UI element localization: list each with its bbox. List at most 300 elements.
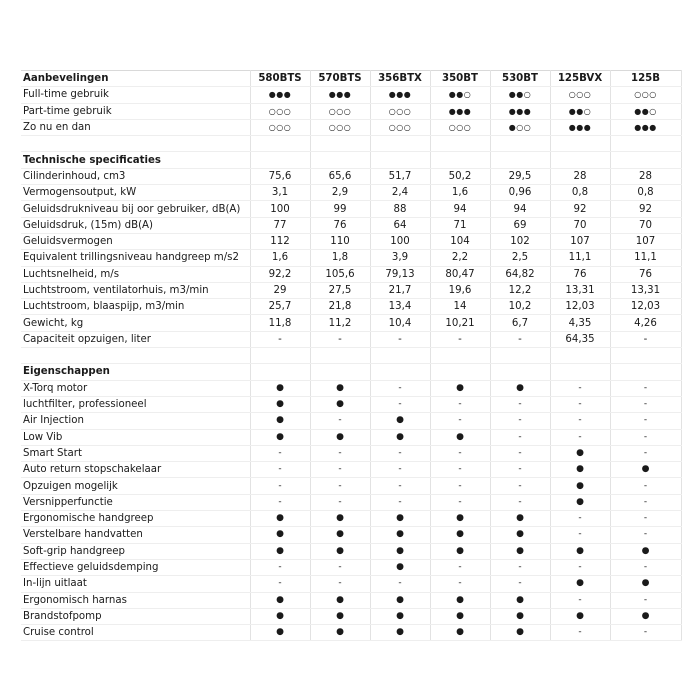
- value-cell: -: [550, 429, 610, 445]
- value-cell: ●●●: [550, 119, 610, 135]
- value-cell: 0,96: [490, 185, 550, 201]
- empty-cell: [310, 364, 370, 380]
- model-header: 530BT: [490, 71, 550, 87]
- value-cell: ●: [370, 429, 430, 445]
- empty-cell: [310, 136, 370, 152]
- empty-cell: [550, 364, 610, 380]
- model-header: 125BVX: [550, 71, 610, 87]
- value-cell: 69: [490, 217, 550, 233]
- empty-cell: [370, 136, 430, 152]
- value-cell: 51,7: [370, 168, 430, 184]
- value-cell: ●○○: [490, 119, 550, 135]
- value-cell: -: [370, 396, 430, 412]
- value-cell: ●: [370, 543, 430, 559]
- value-cell: -: [550, 396, 610, 412]
- value-cell: 4,35: [550, 315, 610, 331]
- value-cell: ●: [550, 576, 610, 592]
- value-cell: -: [550, 413, 610, 429]
- value-cell: ●: [250, 511, 310, 527]
- value-cell: -: [370, 462, 430, 478]
- row-label: Air Injection: [21, 413, 250, 429]
- feature-row: [21, 559, 681, 575]
- value-cell: 29,5: [490, 168, 550, 184]
- row-label: X-Torq motor: [21, 380, 250, 396]
- value-cell: 104: [430, 233, 490, 249]
- value-cell: ●●○: [430, 87, 490, 103]
- value-cell: 1,6: [250, 250, 310, 266]
- spec-row: [21, 266, 681, 282]
- empty-cell: [250, 364, 310, 380]
- value-cell: 107: [550, 233, 610, 249]
- value-cell: -: [430, 396, 490, 412]
- value-cell: ●: [310, 592, 370, 608]
- value-cell: -: [550, 625, 610, 641]
- empty-cell: [250, 136, 310, 152]
- value-cell: -: [310, 478, 370, 494]
- value-cell: -: [550, 511, 610, 527]
- feature-row: [21, 445, 681, 461]
- value-cell: 19,6: [430, 282, 490, 298]
- value-cell: 70: [550, 217, 610, 233]
- value-cell: ●: [250, 543, 310, 559]
- spec-row: [21, 185, 681, 201]
- row-label: In-lijn uitlaat: [21, 576, 250, 592]
- value-cell: 100: [250, 201, 310, 217]
- value-cell: ●: [550, 543, 610, 559]
- empty-cell: [430, 364, 490, 380]
- value-cell: 10,4: [370, 315, 430, 331]
- value-cell: -: [610, 478, 681, 494]
- value-cell: ●: [610, 608, 681, 624]
- row-label: Geluidsdrukniveau bij oor gebruiker, dB(A): [21, 201, 250, 217]
- value-cell: -: [490, 494, 550, 510]
- empty-cell: [430, 136, 490, 152]
- feature-row: [21, 576, 681, 592]
- model-header: 580BTS: [250, 71, 310, 87]
- value-cell: 64,35: [550, 331, 610, 347]
- empty-cell: [370, 152, 430, 168]
- value-cell: 3,9: [370, 250, 430, 266]
- value-cell: 112: [250, 233, 310, 249]
- row-label: Ergonomisch harnas: [21, 592, 250, 608]
- row-label: Geluidsvermogen: [21, 233, 250, 249]
- value-cell: -: [310, 559, 370, 575]
- recommendation-row: [21, 103, 681, 119]
- value-cell: -: [250, 331, 310, 347]
- value-cell: 10,2: [490, 299, 550, 315]
- empty-cell: [430, 348, 490, 364]
- value-cell: 92: [610, 201, 681, 217]
- spec-row: [21, 315, 681, 331]
- row-label: Smart Start: [21, 445, 250, 461]
- empty-cell: [250, 348, 310, 364]
- value-cell: -: [430, 576, 490, 592]
- value-cell: 2,2: [430, 250, 490, 266]
- value-cell: -: [490, 445, 550, 461]
- value-cell: -: [550, 559, 610, 575]
- value-cell: 3,1: [250, 185, 310, 201]
- empty-cell: [610, 136, 681, 152]
- row-label: Cruise control: [21, 625, 250, 641]
- value-cell: ●: [550, 608, 610, 624]
- row-label: Verstelbare handvatten: [21, 527, 250, 543]
- row-label: Brandstofpomp: [21, 608, 250, 624]
- row-label: Luchtsnelheid, m/s: [21, 266, 250, 282]
- value-cell: ●: [490, 511, 550, 527]
- value-cell: -: [310, 445, 370, 461]
- row-label: Equivalent trillingsniveau handgreep m/s2: [21, 250, 250, 266]
- value-cell: 2,4: [370, 185, 430, 201]
- value-cell: ●: [250, 396, 310, 412]
- value-cell: 65,6: [310, 168, 370, 184]
- value-cell: ○○○: [310, 119, 370, 135]
- spacer-row: [21, 136, 681, 152]
- value-cell: ●: [310, 608, 370, 624]
- value-cell: ●: [490, 592, 550, 608]
- value-cell: ○○○: [430, 119, 490, 135]
- value-cell: 0,8: [610, 185, 681, 201]
- value-cell: 27,5: [310, 282, 370, 298]
- spec-row: [21, 282, 681, 298]
- value-cell: 21,8: [310, 299, 370, 315]
- value-cell: -: [490, 559, 550, 575]
- value-cell: 88: [370, 201, 430, 217]
- value-cell: -: [430, 445, 490, 461]
- value-cell: ●: [490, 380, 550, 396]
- value-cell: ○○○: [610, 87, 681, 103]
- value-cell: ○○○: [310, 103, 370, 119]
- value-cell: -: [370, 380, 430, 396]
- value-cell: -: [490, 478, 550, 494]
- empty-cell: [550, 136, 610, 152]
- value-cell: ●: [430, 608, 490, 624]
- value-cell: -: [430, 413, 490, 429]
- value-cell: 71: [430, 217, 490, 233]
- empty-cell: [21, 348, 250, 364]
- value-cell: ●: [370, 592, 430, 608]
- value-cell: ○○○: [550, 87, 610, 103]
- row-label: Part-time gebruik: [21, 103, 250, 119]
- value-cell: 28: [550, 168, 610, 184]
- spec-row: [21, 217, 681, 233]
- row-label: Versnipperfunctie: [21, 494, 250, 510]
- value-cell: -: [250, 462, 310, 478]
- value-cell: 2,9: [310, 185, 370, 201]
- value-cell: 76: [610, 266, 681, 282]
- value-cell: -: [610, 429, 681, 445]
- model-header: 350BT: [430, 71, 490, 87]
- value-cell: ●: [370, 608, 430, 624]
- value-cell: ○○○: [250, 119, 310, 135]
- value-cell: 107: [610, 233, 681, 249]
- value-cell: ●●●: [610, 119, 681, 135]
- value-cell: -: [370, 494, 430, 510]
- value-cell: -: [610, 592, 681, 608]
- value-cell: -: [430, 559, 490, 575]
- value-cell: 29: [250, 282, 310, 298]
- section-header-row: [21, 152, 681, 168]
- value-cell: 0,8: [550, 185, 610, 201]
- value-cell: -: [490, 396, 550, 412]
- empty-cell: [430, 152, 490, 168]
- feature-row: [21, 625, 681, 641]
- row-label: Gewicht, kg: [21, 315, 250, 331]
- value-cell: -: [610, 511, 681, 527]
- value-cell: ●●○: [550, 103, 610, 119]
- row-label: Full-time gebruik: [21, 87, 250, 103]
- row-label: Vermogensoutput, kW: [21, 185, 250, 201]
- value-cell: -: [610, 445, 681, 461]
- empty-cell: [21, 136, 250, 152]
- value-cell: 11,1: [610, 250, 681, 266]
- row-label: Cilinderinhoud, cm3: [21, 168, 250, 184]
- feature-row: [21, 494, 681, 510]
- value-cell: 94: [490, 201, 550, 217]
- value-cell: ●: [250, 527, 310, 543]
- value-cell: -: [370, 478, 430, 494]
- value-cell: 11,2: [310, 315, 370, 331]
- value-cell: ●: [490, 543, 550, 559]
- value-cell: -: [430, 478, 490, 494]
- section-title: Technische specificaties: [21, 152, 250, 168]
- value-cell: -: [610, 396, 681, 412]
- feature-row: [21, 608, 681, 624]
- section-title: Eigenschappen: [21, 364, 250, 380]
- value-cell: ●: [310, 396, 370, 412]
- spec-row: [21, 250, 681, 266]
- value-cell: ●: [490, 608, 550, 624]
- feature-row: [21, 396, 681, 412]
- value-cell: 75,6: [250, 168, 310, 184]
- value-cell: -: [430, 494, 490, 510]
- row-label: Capaciteit opzuigen, liter: [21, 331, 250, 347]
- value-cell: -: [610, 380, 681, 396]
- value-cell: ●: [310, 429, 370, 445]
- model-header: 125B: [610, 71, 681, 87]
- value-cell: ●●●: [250, 87, 310, 103]
- value-cell: ●: [250, 413, 310, 429]
- recommendation-row: [21, 87, 681, 103]
- value-cell: 21,7: [370, 282, 430, 298]
- row-label: luchtfilter, professioneel: [21, 396, 250, 412]
- section-title: Aanbevelingen: [21, 71, 250, 87]
- value-cell: ●: [370, 413, 430, 429]
- value-cell: -: [550, 592, 610, 608]
- feature-row: [21, 543, 681, 559]
- value-cell: 11,8: [250, 315, 310, 331]
- model-header: 570BTS: [310, 71, 370, 87]
- row-label: Low Vib: [21, 429, 250, 445]
- value-cell: ●: [310, 527, 370, 543]
- value-cell: 105,6: [310, 266, 370, 282]
- empty-cell: [370, 348, 430, 364]
- value-cell: ●: [550, 478, 610, 494]
- row-label: Auto return stopschakelaar: [21, 462, 250, 478]
- empty-cell: [370, 364, 430, 380]
- value-cell: ●: [610, 462, 681, 478]
- value-cell: 12,03: [610, 299, 681, 315]
- value-cell: -: [610, 559, 681, 575]
- spec-row: [21, 201, 681, 217]
- value-cell: -: [250, 478, 310, 494]
- row-label: Opzuigen mogelijk: [21, 478, 250, 494]
- value-cell: 76: [550, 266, 610, 282]
- empty-cell: [610, 364, 681, 380]
- value-cell: 14: [430, 299, 490, 315]
- feature-row: [21, 413, 681, 429]
- value-cell: 10,21: [430, 315, 490, 331]
- value-cell: -: [250, 445, 310, 461]
- value-cell: ○○○: [370, 103, 430, 119]
- value-cell: ●●●: [310, 87, 370, 103]
- feature-row: [21, 429, 681, 445]
- value-cell: 77: [250, 217, 310, 233]
- value-cell: ●: [430, 543, 490, 559]
- value-cell: ●: [310, 380, 370, 396]
- empty-cell: [610, 152, 681, 168]
- recommendation-row: [21, 119, 681, 135]
- value-cell: -: [310, 462, 370, 478]
- value-cell: ●●●: [370, 87, 430, 103]
- section-header-row: [21, 364, 681, 380]
- value-cell: 13,4: [370, 299, 430, 315]
- value-cell: -: [310, 413, 370, 429]
- value-cell: 25,7: [250, 299, 310, 315]
- value-cell: ●: [250, 592, 310, 608]
- value-cell: -: [610, 494, 681, 510]
- value-cell: 76: [310, 217, 370, 233]
- value-cell: 70: [610, 217, 681, 233]
- value-cell: ●●●: [490, 103, 550, 119]
- value-cell: ●: [430, 527, 490, 543]
- model-header: 356BTX: [370, 71, 430, 87]
- feature-row: [21, 462, 681, 478]
- value-cell: ●: [430, 380, 490, 396]
- value-cell: -: [250, 559, 310, 575]
- empty-cell: [490, 136, 550, 152]
- spec-row: [21, 299, 681, 315]
- value-cell: ●: [250, 380, 310, 396]
- value-cell: 13,31: [610, 282, 681, 298]
- value-cell: -: [370, 331, 430, 347]
- value-cell: ●: [250, 625, 310, 641]
- value-cell: ●: [550, 494, 610, 510]
- value-cell: ●: [490, 625, 550, 641]
- value-cell: 12,2: [490, 282, 550, 298]
- value-cell: 6,7: [490, 315, 550, 331]
- value-cell: ●: [430, 429, 490, 445]
- value-cell: 64,82: [490, 266, 550, 282]
- value-cell: ●: [310, 511, 370, 527]
- value-cell: -: [550, 527, 610, 543]
- value-cell: -: [250, 494, 310, 510]
- value-cell: ●: [370, 511, 430, 527]
- value-cell: 80,47: [430, 266, 490, 282]
- value-cell: 50,2: [430, 168, 490, 184]
- value-cell: ●: [490, 527, 550, 543]
- value-cell: ●: [430, 511, 490, 527]
- value-cell: 92: [550, 201, 610, 217]
- value-cell: 100: [370, 233, 430, 249]
- value-cell: -: [430, 462, 490, 478]
- value-cell: -: [370, 445, 430, 461]
- value-cell: 1,6: [430, 185, 490, 201]
- value-cell: ●: [310, 543, 370, 559]
- spec-table-body: [21, 71, 681, 641]
- spec-row: [21, 233, 681, 249]
- empty-cell: [250, 152, 310, 168]
- empty-cell: [550, 152, 610, 168]
- value-cell: ●: [310, 625, 370, 641]
- feature-row: [21, 511, 681, 527]
- value-cell: 94: [430, 201, 490, 217]
- spec-table: [21, 70, 682, 641]
- value-cell: -: [490, 429, 550, 445]
- value-cell: -: [310, 331, 370, 347]
- value-cell: 92,2: [250, 266, 310, 282]
- table-header-row: [21, 71, 681, 87]
- value-cell: -: [370, 576, 430, 592]
- value-cell: -: [490, 462, 550, 478]
- value-cell: ●: [550, 445, 610, 461]
- spec-row: [21, 331, 681, 347]
- value-cell: 64: [370, 217, 430, 233]
- value-cell: ○○○: [250, 103, 310, 119]
- row-label: Ergonomische handgreep: [21, 511, 250, 527]
- feature-row: [21, 527, 681, 543]
- value-cell: -: [610, 413, 681, 429]
- value-cell: ●●○: [490, 87, 550, 103]
- row-label: Zo nu en dan: [21, 119, 250, 135]
- value-cell: ●: [610, 543, 681, 559]
- row-label: Effectieve geluidsdemping: [21, 559, 250, 575]
- spacer-row: [21, 348, 681, 364]
- row-label: Soft-grip handgreep: [21, 543, 250, 559]
- value-cell: ●: [370, 527, 430, 543]
- feature-row: [21, 592, 681, 608]
- value-cell: -: [310, 576, 370, 592]
- value-cell: ●: [550, 462, 610, 478]
- value-cell: ●●○: [610, 103, 681, 119]
- value-cell: 2,5: [490, 250, 550, 266]
- value-cell: ●: [250, 429, 310, 445]
- empty-cell: [310, 152, 370, 168]
- value-cell: 79,13: [370, 266, 430, 282]
- value-cell: ●: [250, 608, 310, 624]
- empty-cell: [310, 348, 370, 364]
- row-label: Luchtstroom, blaaspijp, m3/min: [21, 299, 250, 315]
- feature-row: [21, 380, 681, 396]
- value-cell: -: [610, 625, 681, 641]
- feature-row: [21, 478, 681, 494]
- value-cell: ○○○: [370, 119, 430, 135]
- value-cell: 99: [310, 201, 370, 217]
- value-cell: 1,8: [310, 250, 370, 266]
- value-cell: 11,1: [550, 250, 610, 266]
- empty-cell: [610, 348, 681, 364]
- empty-cell: [490, 348, 550, 364]
- value-cell: -: [610, 527, 681, 543]
- value-cell: -: [490, 576, 550, 592]
- value-cell: -: [430, 331, 490, 347]
- value-cell: -: [250, 576, 310, 592]
- row-label: Geluidsdruk, (15m) dB(A): [21, 217, 250, 233]
- value-cell: -: [610, 331, 681, 347]
- value-cell: 102: [490, 233, 550, 249]
- value-cell: ●●●: [430, 103, 490, 119]
- value-cell: ●: [430, 592, 490, 608]
- value-cell: 28: [610, 168, 681, 184]
